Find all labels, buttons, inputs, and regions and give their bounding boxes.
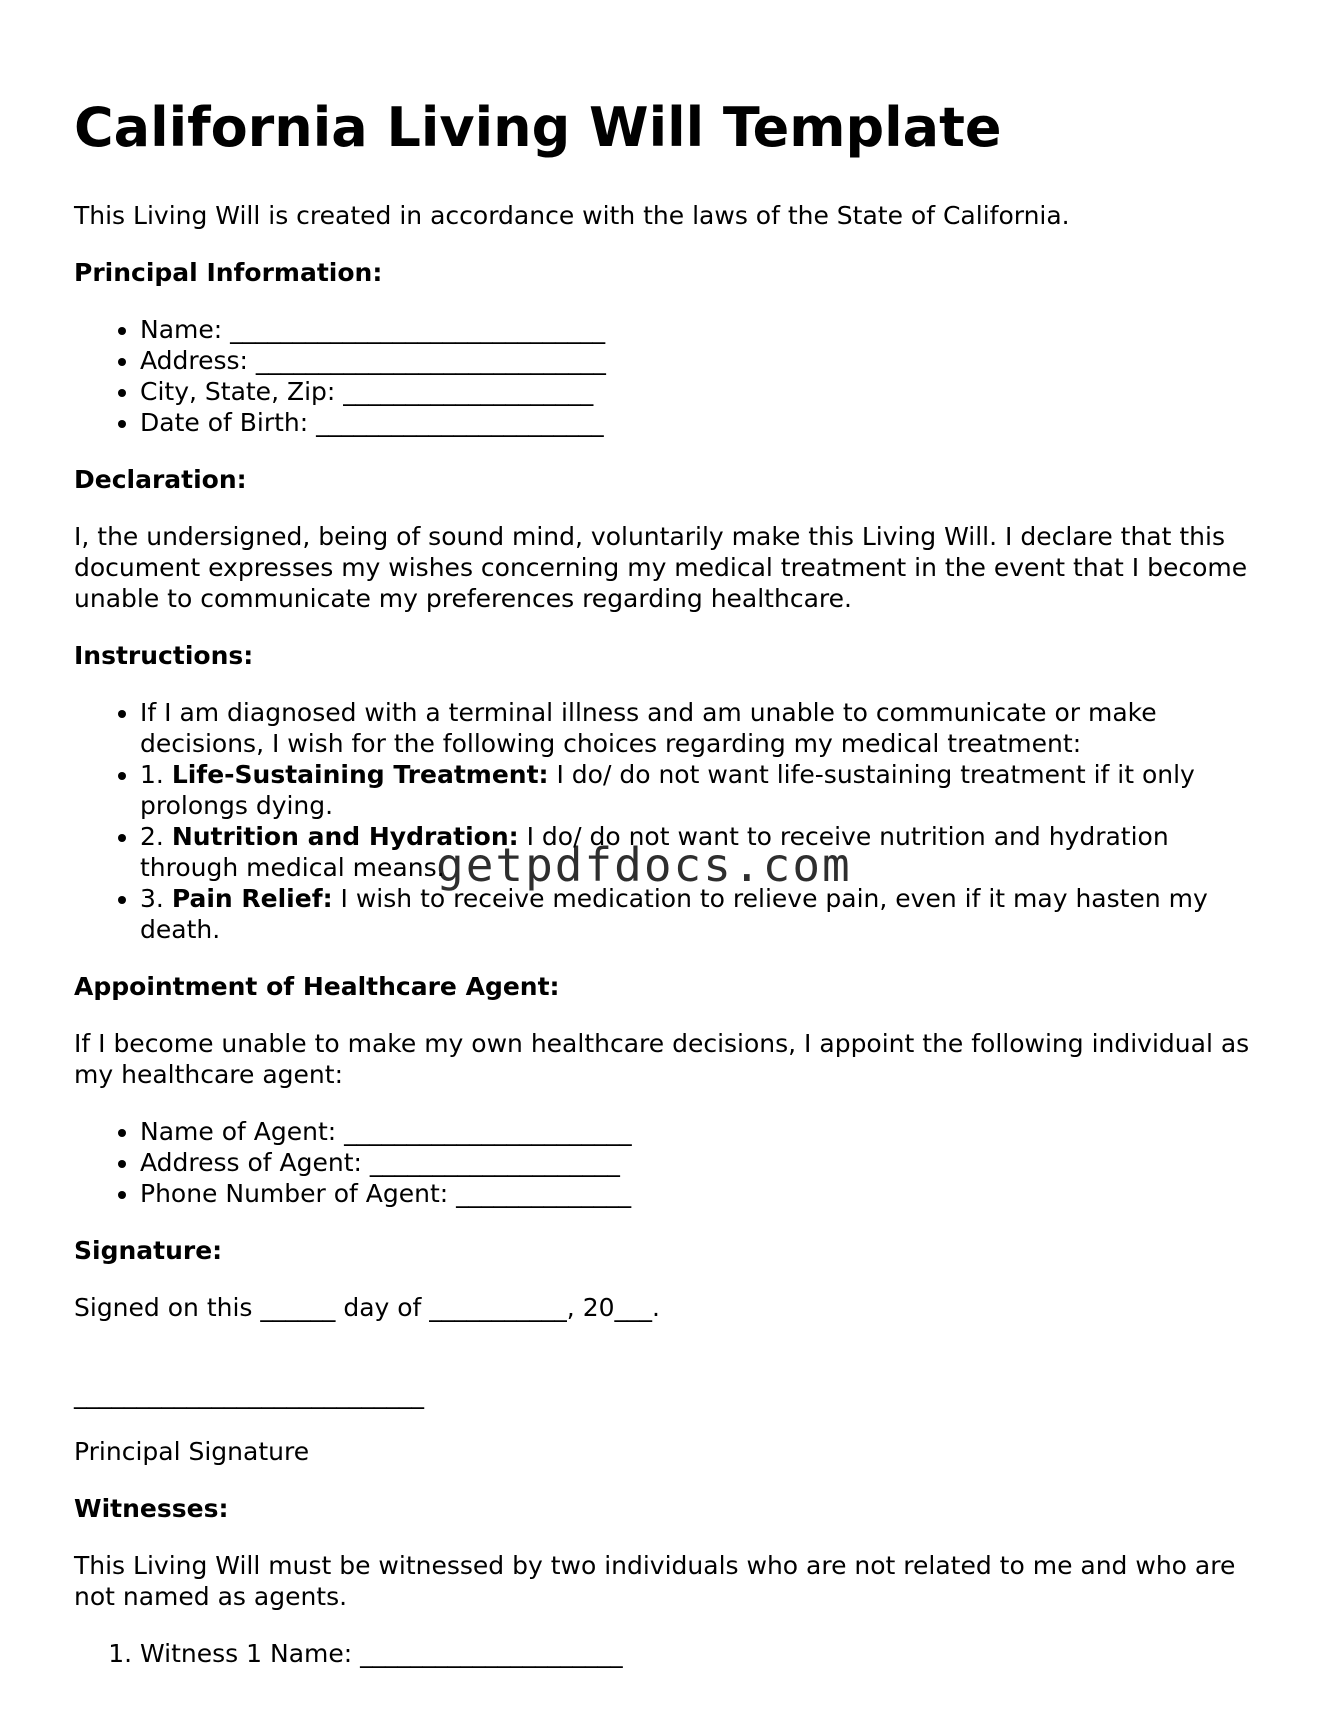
principal-name-field: • Name: ______________________________ [140,314,1274,345]
instruction-item [140,821,1274,883]
watermark-text: getpdfdocs.com [436,838,852,892]
agent-phone-field: • Phone Number of Agent: ______________ [140,1178,1274,1209]
signature-line: ____________________________ [74,1380,424,1409]
instruction-prefix: 1. [140,760,172,789]
principal-dob-field: • Date of Birth: _______________________ [140,407,1274,438]
declaration-text: I, the undersigned, being of sound mind, voluntarily make this Living Will. I declare that this document expresses my wishes concerning my medical treatment in the event that I become unable to communicate my preferences regarding healthcare. [74,522,1248,613]
principal-heading: Principal Information: [74,258,383,287]
document-page [74,96,1274,1695]
intro-text: This Living Will is created in accordance with the laws of the State of California. [74,201,1070,230]
principal-city-field: • City, State, Zip: ____________________ [140,376,1274,407]
signature-label: Principal Signature [74,1437,310,1466]
agent-name-field: • Name of Agent: _______________________ [140,1116,1274,1147]
witnesses-text: This Living Will must be witnessed by two individuals who are not related to me and who are not named as agents. [74,1551,1236,1611]
instruction-text: I wish to receive medication to relieve pain, even if it may hasten my death. [140,884,1208,944]
instructions-list [74,697,1274,945]
agent-text: If I become unable to make my own healthcare decisions, I appoint the following individual as my healthcare agent: [74,1029,1250,1089]
principal-fields-list [74,314,1274,438]
signed-on-line: Signed on this ______ day of ___________, 20___. [74,1293,660,1322]
instruction-text: I do/ do not want life-sustaining treatment if it only prolongs dying. [140,760,1195,820]
instruction-label: Pain Relief: [171,884,333,913]
principal-address-field: • Address: ____________________________ [140,345,1274,376]
agent-address-field: • Address of Agent: ____________________ [140,1147,1274,1178]
instruction-label: Nutrition and Hydration: [171,822,519,851]
agent-heading: Appointment of Healthcare Agent: [74,972,560,1001]
document-title: California Living Will Template [74,96,1002,159]
instruction-item [140,883,1274,945]
agent-fields-list [74,1116,1274,1209]
instruction-label: Life-Sustaining Treatment: [171,760,549,789]
instructions-heading: Instructions: [74,641,254,670]
instructions-intro-item: • If I am diagnosed with a terminal illness and am unable to communicate or make decisions, I wish for the following choices regarding my medical treatment: [140,697,1274,759]
witness-1-name-field: 1. Witness 1 Name: _____________________ [140,1638,1274,1669]
witnesses-heading: Witnesses: [74,1494,229,1523]
instruction-prefix: 2. [140,822,172,851]
signature-heading: Signature: [74,1236,223,1265]
witnesses-list [74,1638,1274,1669]
declaration-heading: Declaration: [74,465,247,494]
instruction-item [140,759,1274,821]
signature-spacer [74,1349,1274,1379]
instruction-text: I do/ do not want to receive nutrition and hydration through medical means. [140,822,1169,882]
instruction-prefix: 3. [140,884,172,913]
